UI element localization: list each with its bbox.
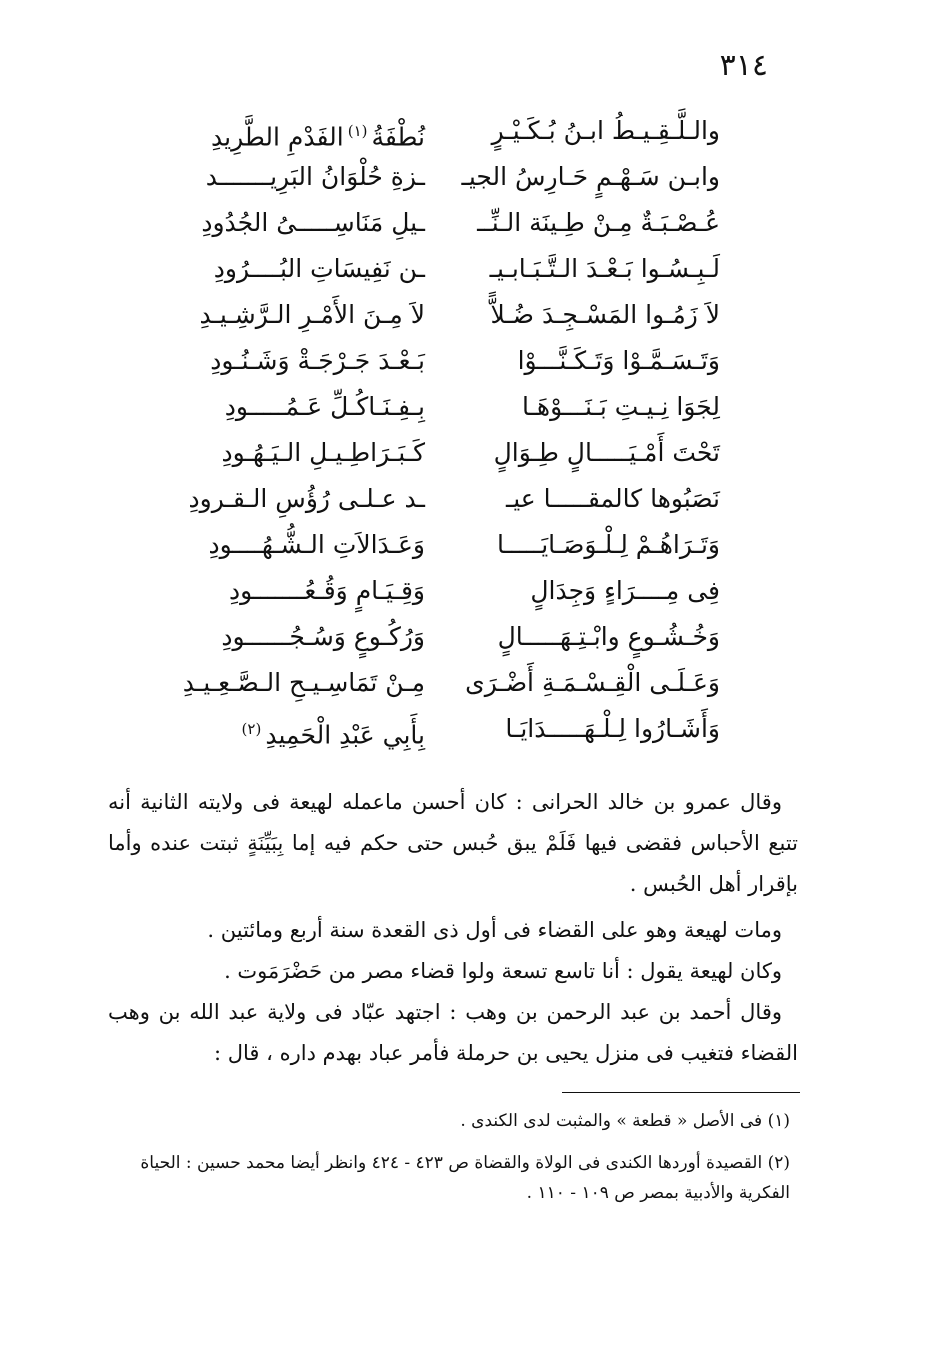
poem-verse [160,108,720,154]
footnote: (١) فى الأصل « قطعة » والمثبت لدى الكندى . [460,1111,790,1131]
verse-second-hemistich: مِـنْ تَمَاسِـيـحِ الـصَّـعِـيـدِ [182,668,425,697]
body-text [108,782,798,1074]
poem-verse [160,660,720,706]
footnote-marker: (١) [347,122,368,140]
poem-verse [160,522,720,568]
verse-first-hemistich: تَحْتَ أَمْـيَـــــالٍ طِـوَالٍ [493,438,720,467]
verse-second-hemistich: وَرُكُـوعٍ وَسُـجُــــــودِ [221,622,425,651]
verse-second-hemistich: ـيلِ مَنَاسِـــــىُ الجُدُودِ [201,208,425,237]
poem-verse [160,706,720,752]
verse-second-hemistich-tail: الفَدْمِ الطَّرِيدِ [211,122,344,152]
poem-verse [160,154,720,200]
verse-second-hemistich: ـد عـلـى رُؤُسِ الـقـرودِ [188,484,425,513]
verse-first-hemistich: عُـصْـبَـةٌ مِـنْ طِـينَة الـنِّــ [477,208,720,237]
verse-first-hemistich: لَـبِـسُـوا بَـعْـدَ الـتَّـبَـابـيـ [489,254,720,283]
verse-first-hemistich: والـلَّـقِـيـطُ ابـنُ بُـكَـيْـرٍ [491,116,720,145]
verse-first-hemistich: وَخُـشُـوعٍ وابْـتِـهَـــــالٍ [497,622,720,651]
verse-second-hemistich: بَـعْـدَ جَـرْجَـةْ وَشَـنُـودِ [210,346,425,375]
poem-verse [160,292,720,338]
paragraph: وكان لهيعة يقول : أنا تاسع تسعة ولوا قضاء مصر من حَضْرَمَوت . [224,959,782,983]
poem-verse [160,568,720,614]
footnote-separator [562,1092,800,1093]
poem-verse [160,614,720,660]
verse-second-hemistich: لاَ مِـنَ الأَمْـرِ الـرَّشِـيـدِ [199,300,425,329]
poem-verse [160,430,720,476]
verse-second-hemistich [180,706,425,758]
paragraph: وقال أحمد بن عبد الرحمن بن وهب : اجتهد عبّاد فى ولاية عبد الله بن وهب القضاء فتغيب فى منزل يحيى بن حرملة فأمر عباد بهدم داره ، قال : [108,1000,798,1065]
footnote: (٢) القصيدة أوردها الكندى فى الولاة والقضاة ص ٤٢٣ - ٤٢٤ وانظر أيضا محمد حسين : الحياة الفكرية والأدبية بمصر ص ١٠٩ - ١١٠ . [140,1153,790,1203]
verse-first-hemistich: وَتَـرَاهُـمْ لِـلْـوَصَـايَـــــا [496,530,720,559]
verse-second-hemistich [180,108,425,160]
footnote-marker: (٢) [241,720,262,738]
verse-second-hemistich: وَقِـيَـامٍ وَقُـعُـــــــودِ [229,576,425,605]
poem-verse [160,476,720,522]
paragraph: ومات لهيعة وهو على القضاء فى أول ذى القعدة سنة أربع ومائتين . [207,918,782,942]
verse-first-hemistich: وَأَشَـارُوا لِـلْـهَـــــدَايَـا [505,714,720,743]
verse-first-hemistich: وابـن سَـهْـمٍ حَـارِسُ الجيـ [461,162,720,191]
poem-verse [160,246,720,292]
verse-first-hemistich: لاَ زَمُـوا المَسْـجِـدَ ضُـلاًّ [490,300,720,329]
verse-second-hemistich: بِـفِـنَـاكُـلِّ عَـمُـــــودِ [224,392,425,421]
page-number: ٣١٤ [719,48,768,83]
verse-first-hemistich: وَتَـسَـمَّـوْا وَتَـكَـنَّـــوْا [517,346,720,375]
verse-second-hemistich: ـزةِ حُلْوَانُ البَرِيـــــــد [205,162,425,191]
poem-verse [160,200,720,246]
verse-first-hemistich: وَعَـلَـى الْقِـسْـمَـةِ أَضْـرَى [465,668,720,697]
verse-second-hemistich: وَعَـدَالاَتِ الـشُّـهُــــودِ [208,530,425,559]
poem-verse [160,338,720,384]
poem-verse [160,384,720,430]
verse-second-hemistich: ـن نَفِيسَاتِ البُــــرُودِ [213,254,425,283]
verse-second-hemistich-text: نُطْفَةُ [371,122,425,152]
poem [160,108,720,752]
verse-first-hemistich: لِجَوَا نِـيـتِ بَـنَـــوْهَـا [521,392,720,421]
footnotes [108,1106,790,1208]
verse-first-hemistich: فِى مِــــرَاءٍ وَجِدَالٍ [530,576,720,605]
verse-first-hemistich: نَصَبُوها كالمقـــــا عيـ [505,484,720,513]
paragraph: وقال عمرو بن خالد الحرانى : كان أحسن ماعمله لهيعة فى ولايته الثانية أنه تتبع الأحباس فقضى فيها فَلَمْ يبق حُبس حتى حكم فيه إما بِبَيِّنَةٍ ثبتت عنده وأما بإقرار أهل الحُبس . [108,790,798,896]
verse-second-hemistich-text: بِأَبِي عَبْدِ الْحَمِيدِ [265,720,425,750]
verse-second-hemistich: كَـبَـرَاطِـيـلِ الـيَـهُـودِ [221,438,425,467]
